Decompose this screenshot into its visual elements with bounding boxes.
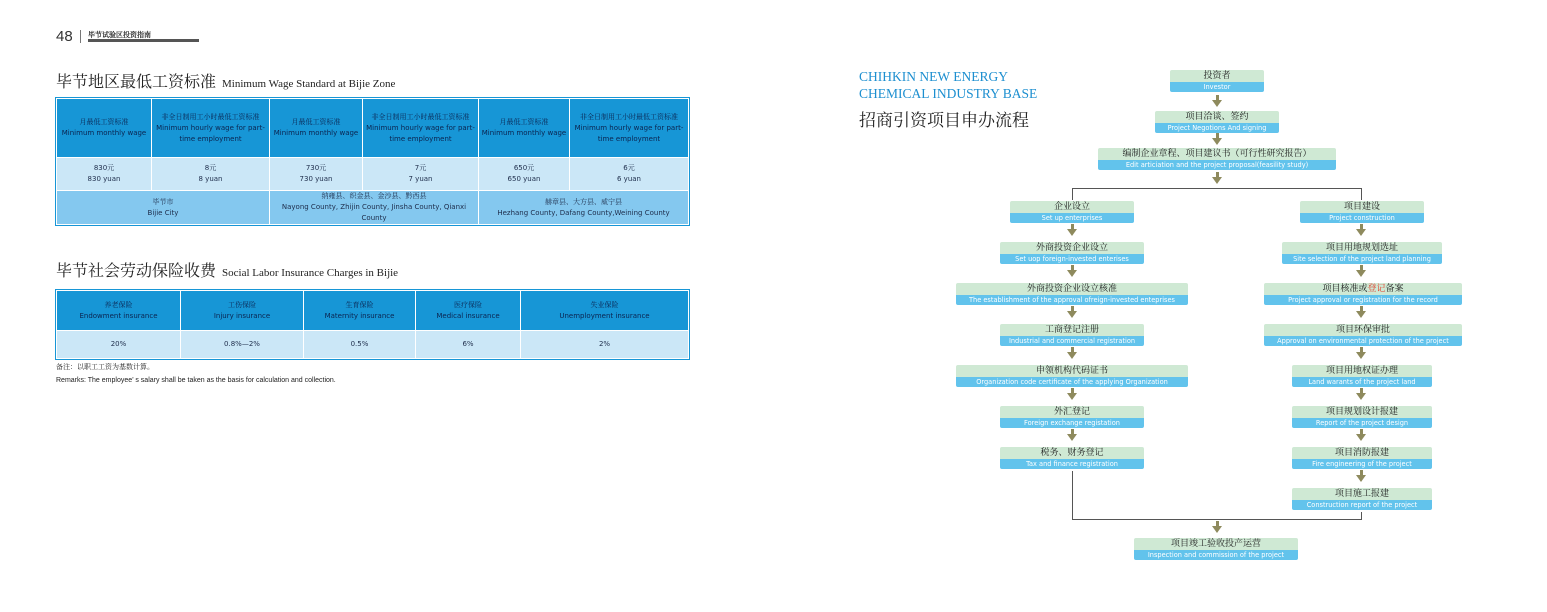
flow-title-en-line2: CHEMICAL INDUSTRY BASE: [859, 86, 1038, 101]
wage-value-row: [57, 158, 689, 191]
wage-value-cell: 650元 650 yuan: [479, 158, 570, 191]
flow-arrow: [1212, 526, 1222, 533]
flow-arrow: [1356, 434, 1366, 441]
flow-node-right: 项目建设 Project construction: [1300, 201, 1424, 223]
insurance-table: [56, 290, 689, 359]
wage-region-cell: 纳雍县、织金县、金沙县、黔西县 Nayong County, Zhijin County, Jinsha County, Qianxi County: [270, 191, 479, 225]
wage-header-cell: 非全日制用工小时最低工资标准 Minimum hourly wage for part-time employment: [152, 99, 270, 158]
wage-value-cell: 830元 830 yuan: [57, 158, 152, 191]
flow-node-negotiation: 项目洽谈、签约 Project Negotions And signing: [1155, 111, 1279, 133]
guide-title: 毕节试验区投资指南: [88, 30, 151, 39]
flow-node-proposal: 编制企业章程、项目建议书（可行性研究报告） Edit articiation and the project proposal(feasility study): [1098, 148, 1336, 170]
insurance-value-cell: 6%: [416, 331, 521, 359]
wage-title-cn: 毕节地区最低工资标准: [56, 72, 217, 91]
insurance-title-cn: 毕节社会劳动保险收费: [56, 261, 217, 280]
insurance-title-en: Social Labor Insurance Charges in Bijie: [222, 267, 399, 279]
wage-value-cell: 730元 730 yuan: [270, 158, 363, 191]
flow-arrow: [1067, 270, 1077, 277]
insurance-header-cell: 失业保险 Unemployment insurance: [521, 291, 689, 331]
flow-arrow: [1212, 100, 1222, 107]
flow-title-en-line1: CHIHKIN NEW ENERGY: [859, 69, 1008, 84]
insurance-header-cell: 生育保险 Maternity insurance: [304, 291, 416, 331]
flow-arrow: [1356, 352, 1366, 359]
wage-section-title: [56, 69, 395, 92]
flow-node-right: 项目用地规划选址 Site selection of the project land planning: [1282, 242, 1442, 264]
wage-value-cell: 8元 8 yuan: [152, 158, 270, 191]
flow-node-investor: 投资者 Investor: [1170, 70, 1264, 92]
wage-region-cell: 赫章县、大方县、威宁县 Hezhang County, Dafang County,Weining County: [479, 191, 689, 225]
flow-arrow: [1356, 393, 1366, 400]
insurance-value-row: [57, 331, 689, 359]
flow-node-right: 项目规划设计报建 Report of the project design: [1292, 406, 1432, 428]
split-line: [1072, 188, 1362, 189]
highlight-text: 登记: [1367, 284, 1386, 294]
flow-node-left: 工商登记注册 Industrial and commercial registration: [1000, 324, 1144, 346]
flow-node-left: 外汇登记 Foreign exchange registation: [1000, 406, 1144, 428]
page-number: 48: [56, 28, 73, 45]
flow-arrow: [1067, 311, 1077, 318]
split-left-drop: [1072, 188, 1073, 200]
flow-node-right: 项目环保审批 Approval on environmental protection of the project: [1264, 324, 1462, 346]
flow-arrow: [1067, 352, 1077, 359]
flow-arrow: [1067, 393, 1077, 400]
split-right-drop: [1361, 188, 1362, 200]
flow-node-left: 外商投资企业设立核准 The establishment of the approval ofreign-invested enteprises: [956, 283, 1188, 305]
remark-en: Remarks: The employee’ s salary shall be taken as the basis for calculation and collection.: [56, 377, 336, 384]
flow-arrow: [1356, 475, 1366, 482]
flow-node-right: 项目用地权证办理 Land warants of the project land: [1292, 365, 1432, 387]
wage-header-cell: 月最低工资标准 Minimum monthly wage: [479, 99, 570, 158]
wage-value-cell: 7元 7 yuan: [363, 158, 479, 191]
flow-node-left: 企业设立 Set up enterprises: [1010, 201, 1134, 223]
merge-right-line: [1361, 512, 1362, 519]
flow-arrow: [1067, 229, 1077, 236]
insurance-header-cell: 养老保险 Endowment insurance: [57, 291, 181, 331]
flow-node-left: 税务、财务登记 Tax and finance registration: [1000, 447, 1144, 469]
wage-table: [56, 98, 689, 225]
insurance-value-cell: 0.5%: [304, 331, 416, 359]
flow-node-left: 申领机构代码证书 Organization code certificate of the applying Organization: [956, 365, 1188, 387]
flow-arrow: [1356, 270, 1366, 277]
flow-node-right: 项目消防报建 Fire engineering of the project: [1292, 447, 1432, 469]
wage-value-cell: 6元 6 yuan: [570, 158, 689, 191]
wage-region-cell: 毕节市 Bijie City: [57, 191, 270, 225]
insurance-header-row: [57, 291, 689, 331]
flow-arrow: [1067, 434, 1077, 441]
wage-header-cell: 月最低工资标准 Minimum monthly wage: [57, 99, 152, 158]
merge-line: [1072, 519, 1362, 520]
merge-left-line: [1072, 471, 1073, 519]
flow-arrow: [1356, 311, 1366, 318]
wage-title-en: Minimum Wage Standard at Bijie Zone: [222, 78, 396, 90]
insurance-section-title: [56, 258, 398, 281]
flow-node-final: 项目竣工验收投产运营 Inspection and commission of the project: [1134, 538, 1298, 560]
insurance-header-cell: 工伤保险 Injury insurance: [181, 291, 304, 331]
flow-node-right: 项目施工报建 Construction report of the project: [1292, 488, 1432, 510]
flow-arrow: [1212, 177, 1222, 184]
insurance-value-cell: 0.8%—2%: [181, 331, 304, 359]
insurance-value-cell: 2%: [521, 331, 689, 359]
flow-title-cn: 招商引资项目申办流程: [859, 111, 1029, 131]
flow-node-left: 外商投资企业设立 Set uop foreign-invested enterises: [1000, 242, 1144, 264]
insurance-header-cell: 医疗保险 Medical insurance: [416, 291, 521, 331]
header-divider: [80, 30, 81, 43]
wage-header-row: [57, 99, 689, 158]
wage-region-row: [57, 191, 689, 225]
wage-header-cell: 月最低工资标准 Minimum monthly wage: [270, 99, 363, 158]
insurance-value-cell: 20%: [57, 331, 181, 359]
wage-header-cell: 非全日制用工小时最低工资标准 Minimum hourly wage for part-time employment: [570, 99, 689, 158]
flow-arrow: [1212, 138, 1222, 145]
wage-header-cell: 非全日制用工小时最低工资标准 Minimum hourly wage for part-time employment: [363, 99, 479, 158]
flow-node-right: 项目核准或登记备案 Project approval or registration for the record: [1264, 283, 1462, 305]
flow-arrow: [1356, 229, 1366, 236]
header-bar: [88, 39, 199, 42]
remark-cn: 备注：以职工工资为基数计算。: [56, 363, 154, 371]
